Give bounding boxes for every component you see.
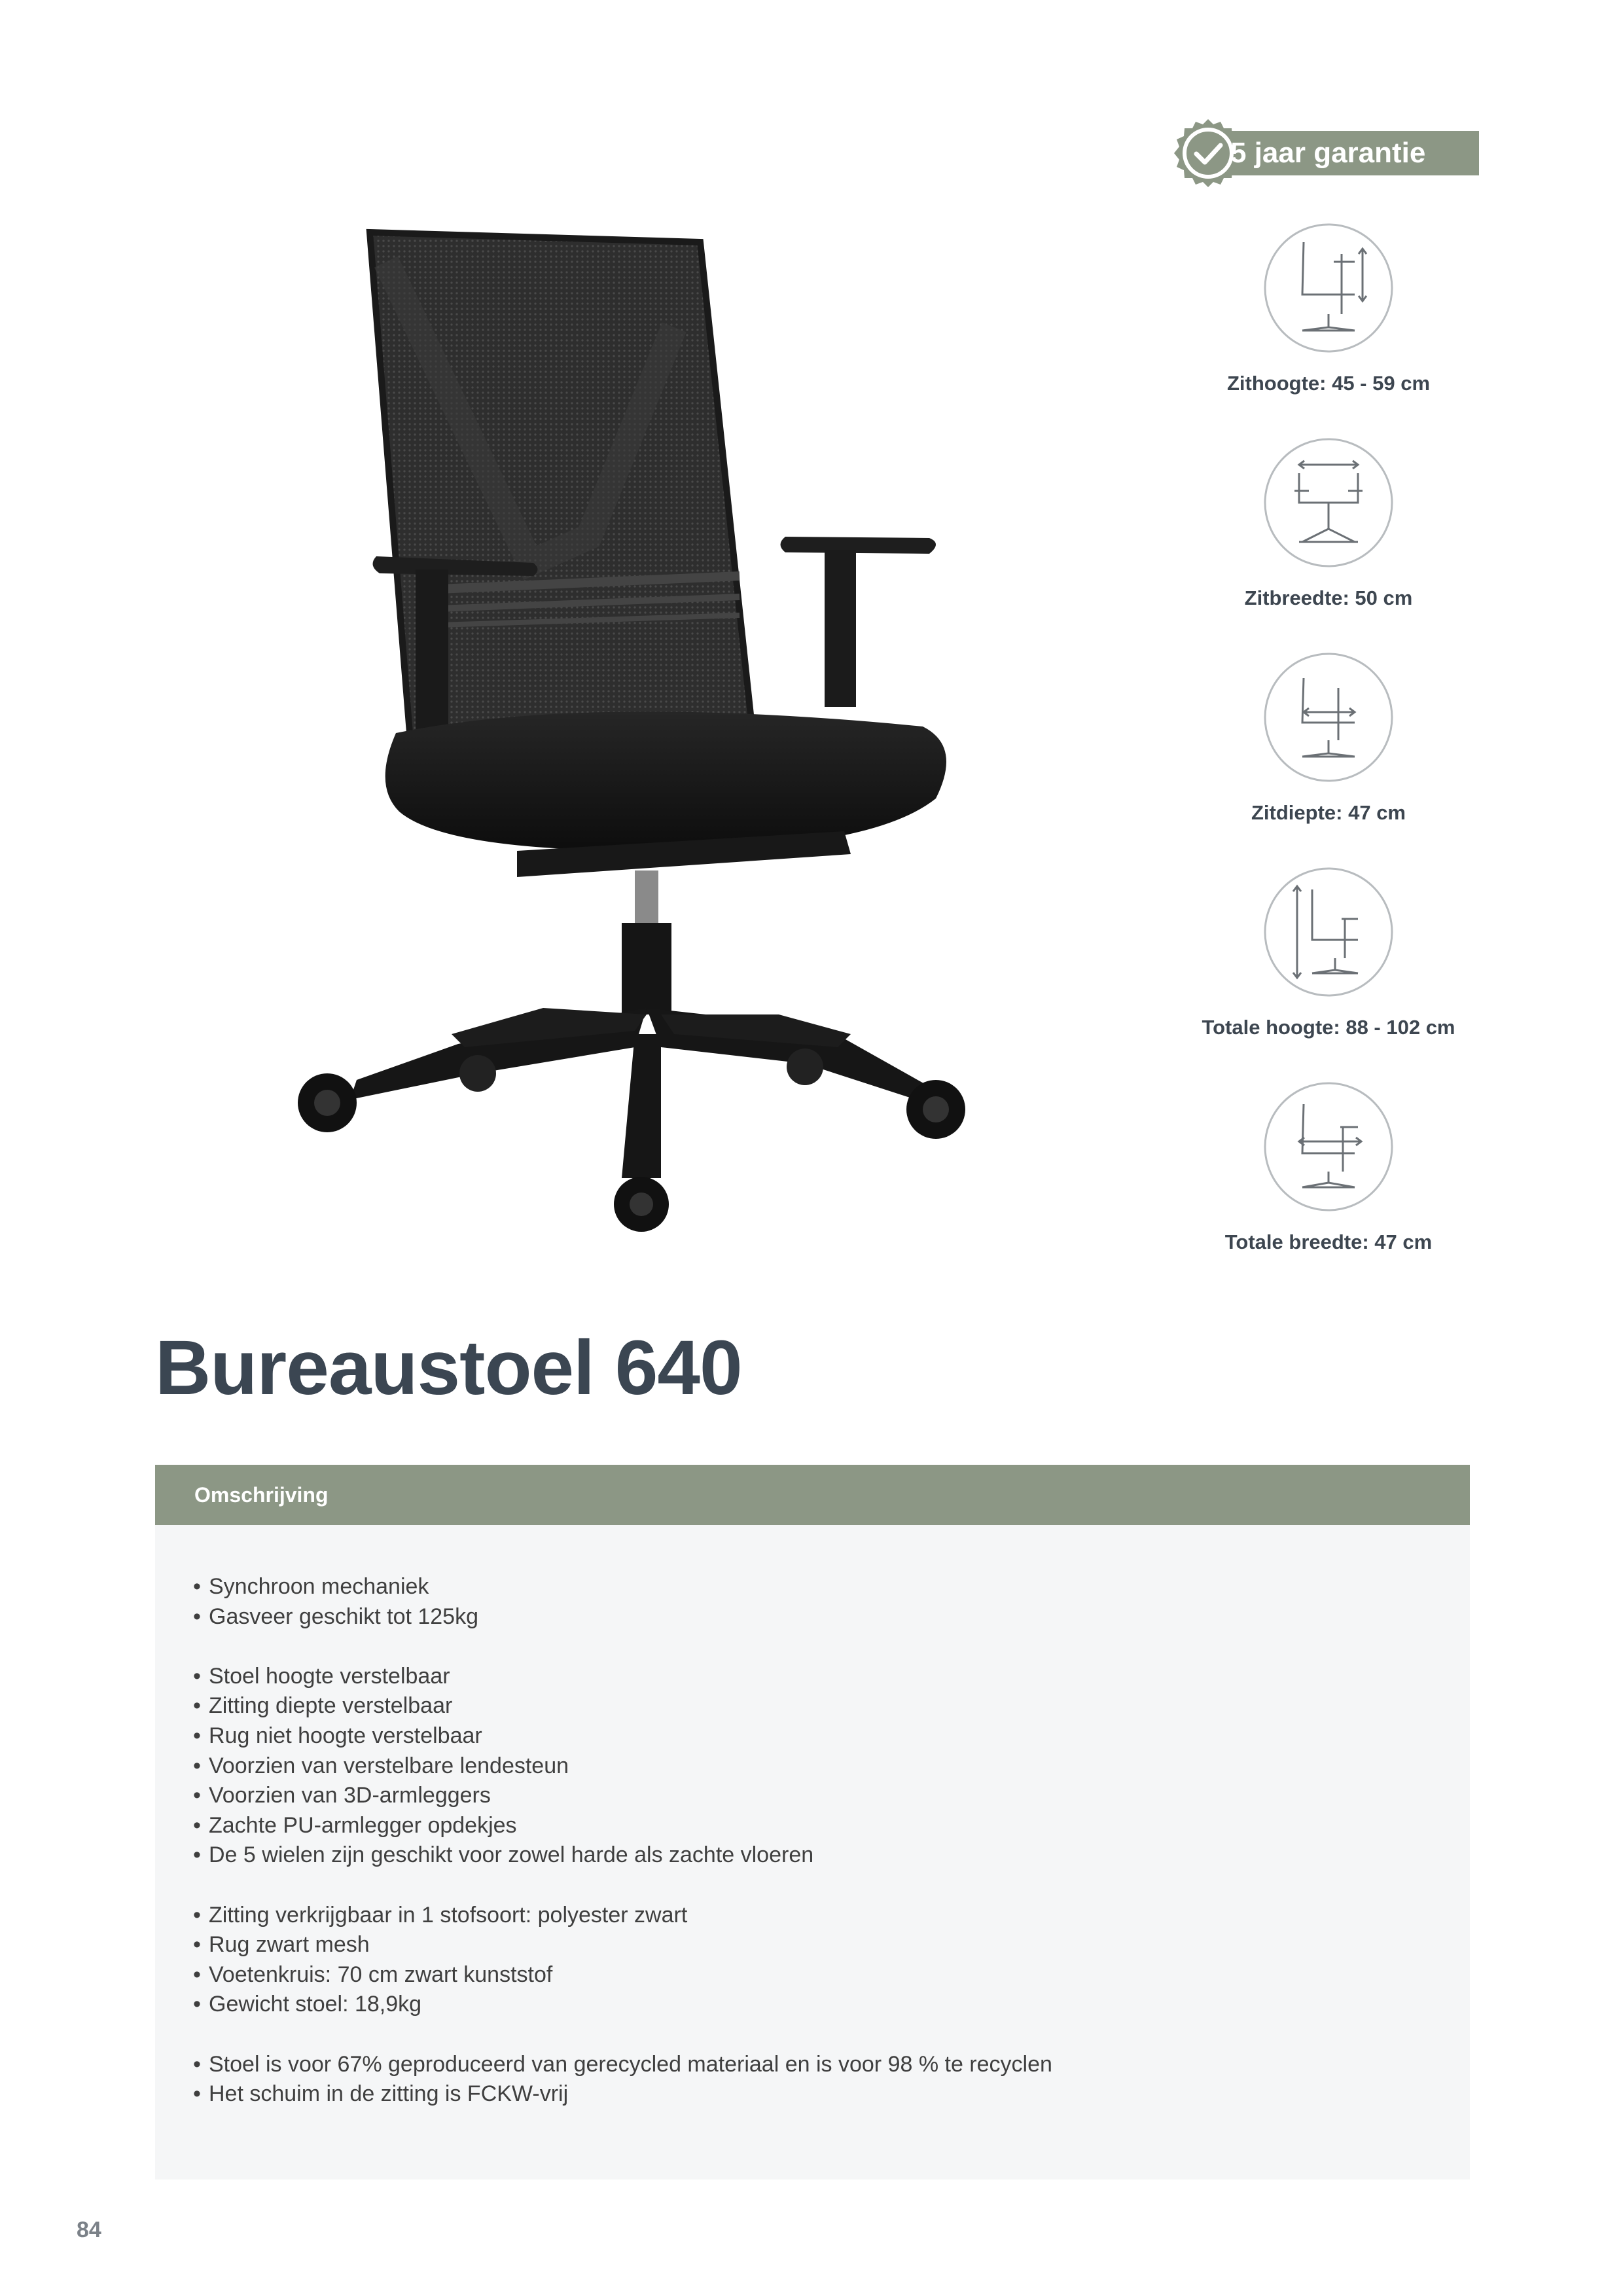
list-item: • Synchroon mechaniek bbox=[193, 1574, 429, 1599]
total-width-icon bbox=[1263, 1081, 1394, 1212]
seat-width-icon bbox=[1263, 437, 1394, 568]
list-item: • Gasveer geschikt tot 125kg bbox=[193, 1604, 479, 1629]
list-item: • Voorzien van 3D-armleggers bbox=[193, 1783, 491, 1808]
feature-list bbox=[193, 1572, 1052, 2109]
list-item: • Zitting verkrijgbaar in 1 stofsoort: polyester zwart bbox=[193, 1902, 688, 1928]
spec-total-width bbox=[1165, 1081, 1492, 1254]
spec-label: Zitdiepte: 47 cm bbox=[1251, 801, 1406, 824]
list-item: • Stoel is voor 67% geproduceerd van gerecycled materiaal en is voor 98 % te recyclen bbox=[193, 2051, 1052, 2077]
spec-seat-width bbox=[1165, 437, 1492, 610]
spec-label: Zitbreedte: 50 cm bbox=[1244, 586, 1413, 609]
list-item: • De 5 wielen zijn geschikt voor zowel harde als zachte vloeren bbox=[193, 1842, 814, 1868]
spec-seat-depth bbox=[1165, 652, 1492, 825]
guarantee-badge bbox=[1171, 117, 1486, 190]
list-item: • Rug zwart mesh bbox=[193, 1932, 370, 1958]
office-chair-image bbox=[281, 223, 1001, 1302]
list-item: • Zachte PU-armlegger opdekjes bbox=[193, 1812, 517, 1838]
list-item: • Voorzien van verstelbare lendesteun bbox=[193, 1753, 569, 1778]
list-item: • Zitting diepte verstelbaar bbox=[193, 1693, 453, 1719]
spec-label: Zithoogte: 45 - 59 cm bbox=[1226, 372, 1431, 395]
description-panel bbox=[155, 1525, 1470, 2179]
guarantee-badge-label: 5 jaar garantie bbox=[1230, 137, 1426, 169]
spec-seat-height bbox=[1165, 223, 1492, 395]
product-title: Bureaustoel 640 bbox=[155, 1325, 742, 1411]
description-header-label: Omschrijving bbox=[194, 1483, 329, 1507]
description-header bbox=[155, 1465, 1470, 1525]
spec-label: Totale hoogte: 88 - 102 cm bbox=[1202, 1016, 1455, 1039]
list-item: • Het schuim in de zitting is FCKW-vrij bbox=[193, 2081, 569, 2107]
list-item: • Stoel hoogte verstelbaar bbox=[193, 1663, 450, 1689]
list-item: • Voetenkruis: 70 cm zwart kunststof bbox=[193, 1962, 553, 1987]
spec-total-height bbox=[1165, 867, 1492, 1039]
page-number: 84 bbox=[77, 2217, 101, 2242]
seat-depth-icon bbox=[1263, 652, 1394, 783]
seat-height-icon bbox=[1263, 223, 1394, 353]
list-item: • Gewicht stoel: 18,9kg bbox=[193, 1992, 422, 2017]
spec-label: Totale breedte: 47 cm bbox=[1224, 1230, 1433, 1253]
list-item: • Rug niet hoogte verstelbaar bbox=[193, 1723, 482, 1748]
total-height-icon bbox=[1263, 867, 1394, 997]
